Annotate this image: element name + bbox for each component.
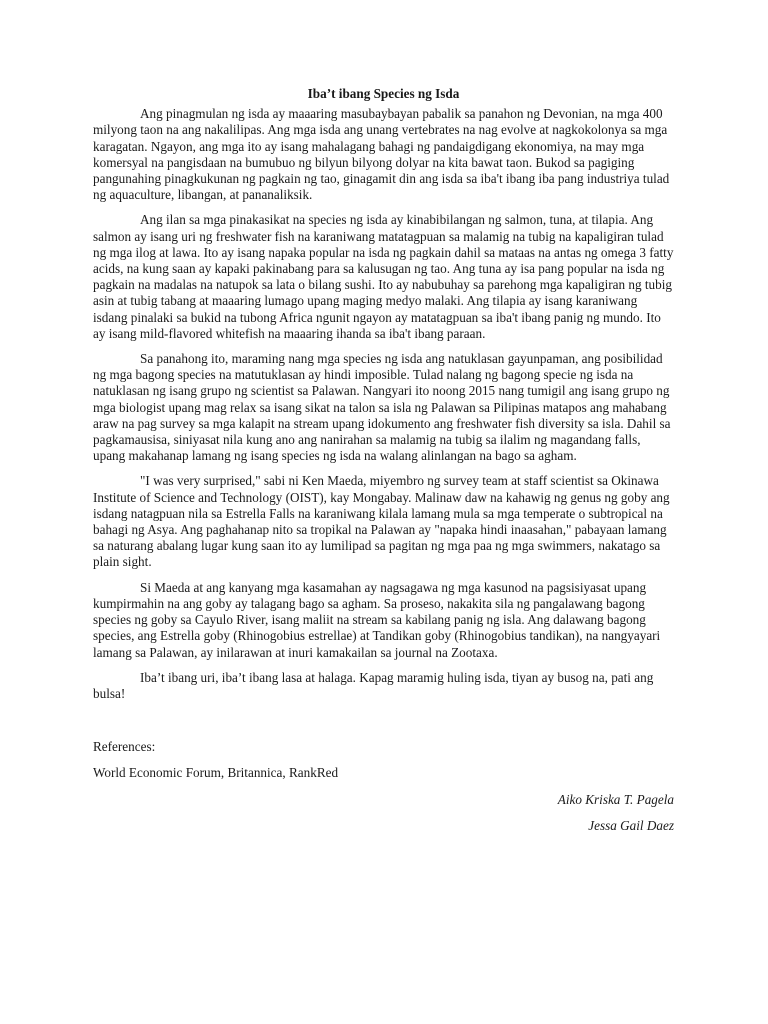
- paragraph-popular-species: Ang ilan sa mga pinakasikat na species ng isda ay kinabibilangan ng salmon, tuna, at tilapia. Ang salmon ay isang uri ng freshwater fish na karaniwang matatagpuan sa malamig na tubig na kapaligiran tulad ng mga ilog at lawa. Ito ay isang napaka popular na isda ng pagkain dahil sa mataas na antas ng omega 3 fatty acids, na kung saan ay kapaki pakinabang para sa kalusugan ng tao. Ang tuna ay isa pang popular na isda ng pagkain na madalas na natupok sa lata o bilang sushi. Ito ay nabubuhay sa parehong mga kapaligiran ng tubig asin at tubig tabang at maaaring lumago upang maging medyo malaki. Ang tilapia ay isang karaniwang isdang pinalaki sa bukid na tubong Africa ngunit ngayon ay matatagpuan sa iba't ibang panig ng mundo. Ito ay isang mild-flavored whitefish na maaaring ihanda sa iba't ibang paraan.: [93, 212, 674, 341]
- document-title: Iba’t ibang Species ng Isda: [307, 86, 460, 101]
- references-list: World Economic Forum, Britannica, RankRed: [93, 765, 339, 781]
- author-name: Jessa Gail Daez: [588, 817, 674, 833]
- paragraph-new-species-palawan: Sa panahong ito, maraming nang mga species ng isda ang natuklasan gayunpaman, ang posibilidad ng mga bagong species na matutuklasan ay hindi imposible. Tulad nalang ng bagong specie ng isda na natuklasan ng isang grupo ng scientist sa Palawan. Nangyari ito noong 2015 nang tumigil ang isang grupo ng mga biologist upang mag relax sa isang sikat na talon sa isla ng Palawan sa Pilipinas matapos ang mahabang araw na pag survey sa mga kalapit na stream upang idokumento ang freshwater fish diversity sa isla. Dahil sa pagkamausisa, siniyasat nila kung ano ang nanirahan sa malamig na tubig sa ilalim ng magandang falls, upang makahanap lamang ng isang species ng isda na walang alinlangan na bago sa agham.: [93, 351, 671, 464]
- references-label: References:: [93, 739, 156, 755]
- paragraph-two-new-gobies: Si Maeda at ang kanyang mga kasamahan ay nagsagawa ng mga kasunod na pagsisiyasat upang kumpirmahin na ang goby ay talagang bago sa agham. Sa proseso, nakakita sila ng pangalawang bagong species ng goby sa Cayulo River, isang maliit na stream sa kabilang panig ng isla. Ang dalawang bagong species, ang Estrella goby (Rhinogobius estrellae) at Tandikan goby (Rhinogobius tandikan), na nangyayari lamang sa Palawan, ay inilarawan at inuri kamakailan sa journal na Zootaxa.: [93, 579, 661, 660]
- paragraph-closing: Iba’t ibang uri, iba’t ibang lasa at halaga. Kapag maramig huling isda, tiyan ay busog na, pati ang bulsa!: [93, 669, 654, 701]
- author-name: Aiko Kriska T. Pagela: [557, 791, 674, 807]
- paragraph-ken-maeda-quote: "I was very surprised," sabi ni Ken Maeda, miyembro ng survey team at staff scientist sa Okinawa Institute of Science and Technology (OIST), kay Mongabay. Malinaw daw na kahawig ng genus ng goby ang isdang natagpuan nila sa Estrella Falls na karaniwang kilala lamang mula sa mga temperate o subtropical na bahagi ng Asya. Ang paghahanap nito sa tropikal na Palawan ay "napaka hindi inaasahan," pabayaan lamang sa naturang abalang lugar kung saan ito ay lumilipad sa pagitan ng mga paa ng mga swimmers, nakatago sa plain sight.: [93, 473, 670, 570]
- paragraph-origin-of-fish: Ang pinagmulan ng isda ay maaaring masubaybayan pabalik sa panahon ng Devonian, na mga 400 milyong taon na ang nakalilipas. Ang mga isda ang unang vertebrates na nag evolve at nagkokolonya sa mga karagatan. Ngayon, ang mga ito ay isang mahalagang bahagi ng pandaigdigang ekonomiya, na may mga komersyal na pangisdaan na bumubuo ng bilyun bilyong dolyar na kita bawat taon. Bukod sa pagiging pangunahing pinagkukunan ng pagkain ng tao, ginagamit din ang isda sa iba't ibang iba pang industriya tulad ng aquaculture, libangan, at pananaliksik.: [93, 106, 670, 203]
- references-section: [93, 739, 674, 781]
- authors-block: [93, 792, 674, 834]
